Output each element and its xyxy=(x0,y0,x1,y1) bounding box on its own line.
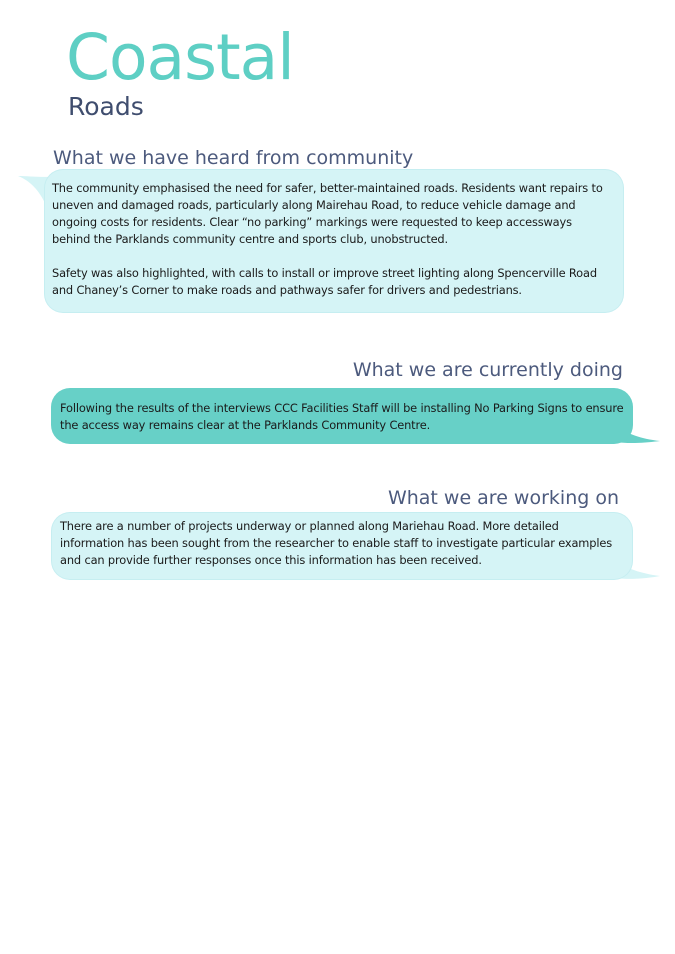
bubble-paragraph: There are a number of projects underway or planned along Mariehau Road. More detailed information has been sought from the researcher to enable staff to investigate particular examples and can provide further responses once this information has been received. xyxy=(60,519,612,567)
speech-bubble-body xyxy=(52,389,632,443)
bubble-paragraph: Safety was also highlighted, with calls to install or improve street lighting along Spencerville Road and Chaney’s Corner to make roads and pathways safer for drivers and pedestrians. xyxy=(52,266,597,297)
bubble-paragraph: The community emphasised the need for safer, better-maintained roads. Residents want repairs to uneven and damaged roads, particularly along Mairehau Road, to reduce vehicle damage and ongoing costs for residents. Clear “no parking” markings were requested to keep accessways behind the Parklands community centre and sports club, unobstructed. xyxy=(52,181,603,246)
page-title: Coastal xyxy=(66,21,294,94)
section-heading-community: What we have heard from community xyxy=(53,147,414,169)
speech-bubble-body xyxy=(52,513,632,579)
section-heading-working-on: What we are working on xyxy=(387,487,619,509)
bubble-paragraph: Following the results of the interviews CCC Facilities Staff will be installing No Parking Signs to ensure the access way remains clear at the Parklands Community Centre. xyxy=(60,401,624,432)
section-heading-current: What we are currently doing xyxy=(352,359,623,381)
speech-bubble-community xyxy=(15,168,625,316)
speech-bubble-body xyxy=(45,170,623,312)
speech-bubble-working-on xyxy=(50,511,662,583)
page-subtitle: Roads xyxy=(68,92,144,121)
speech-bubble-current xyxy=(50,387,662,447)
